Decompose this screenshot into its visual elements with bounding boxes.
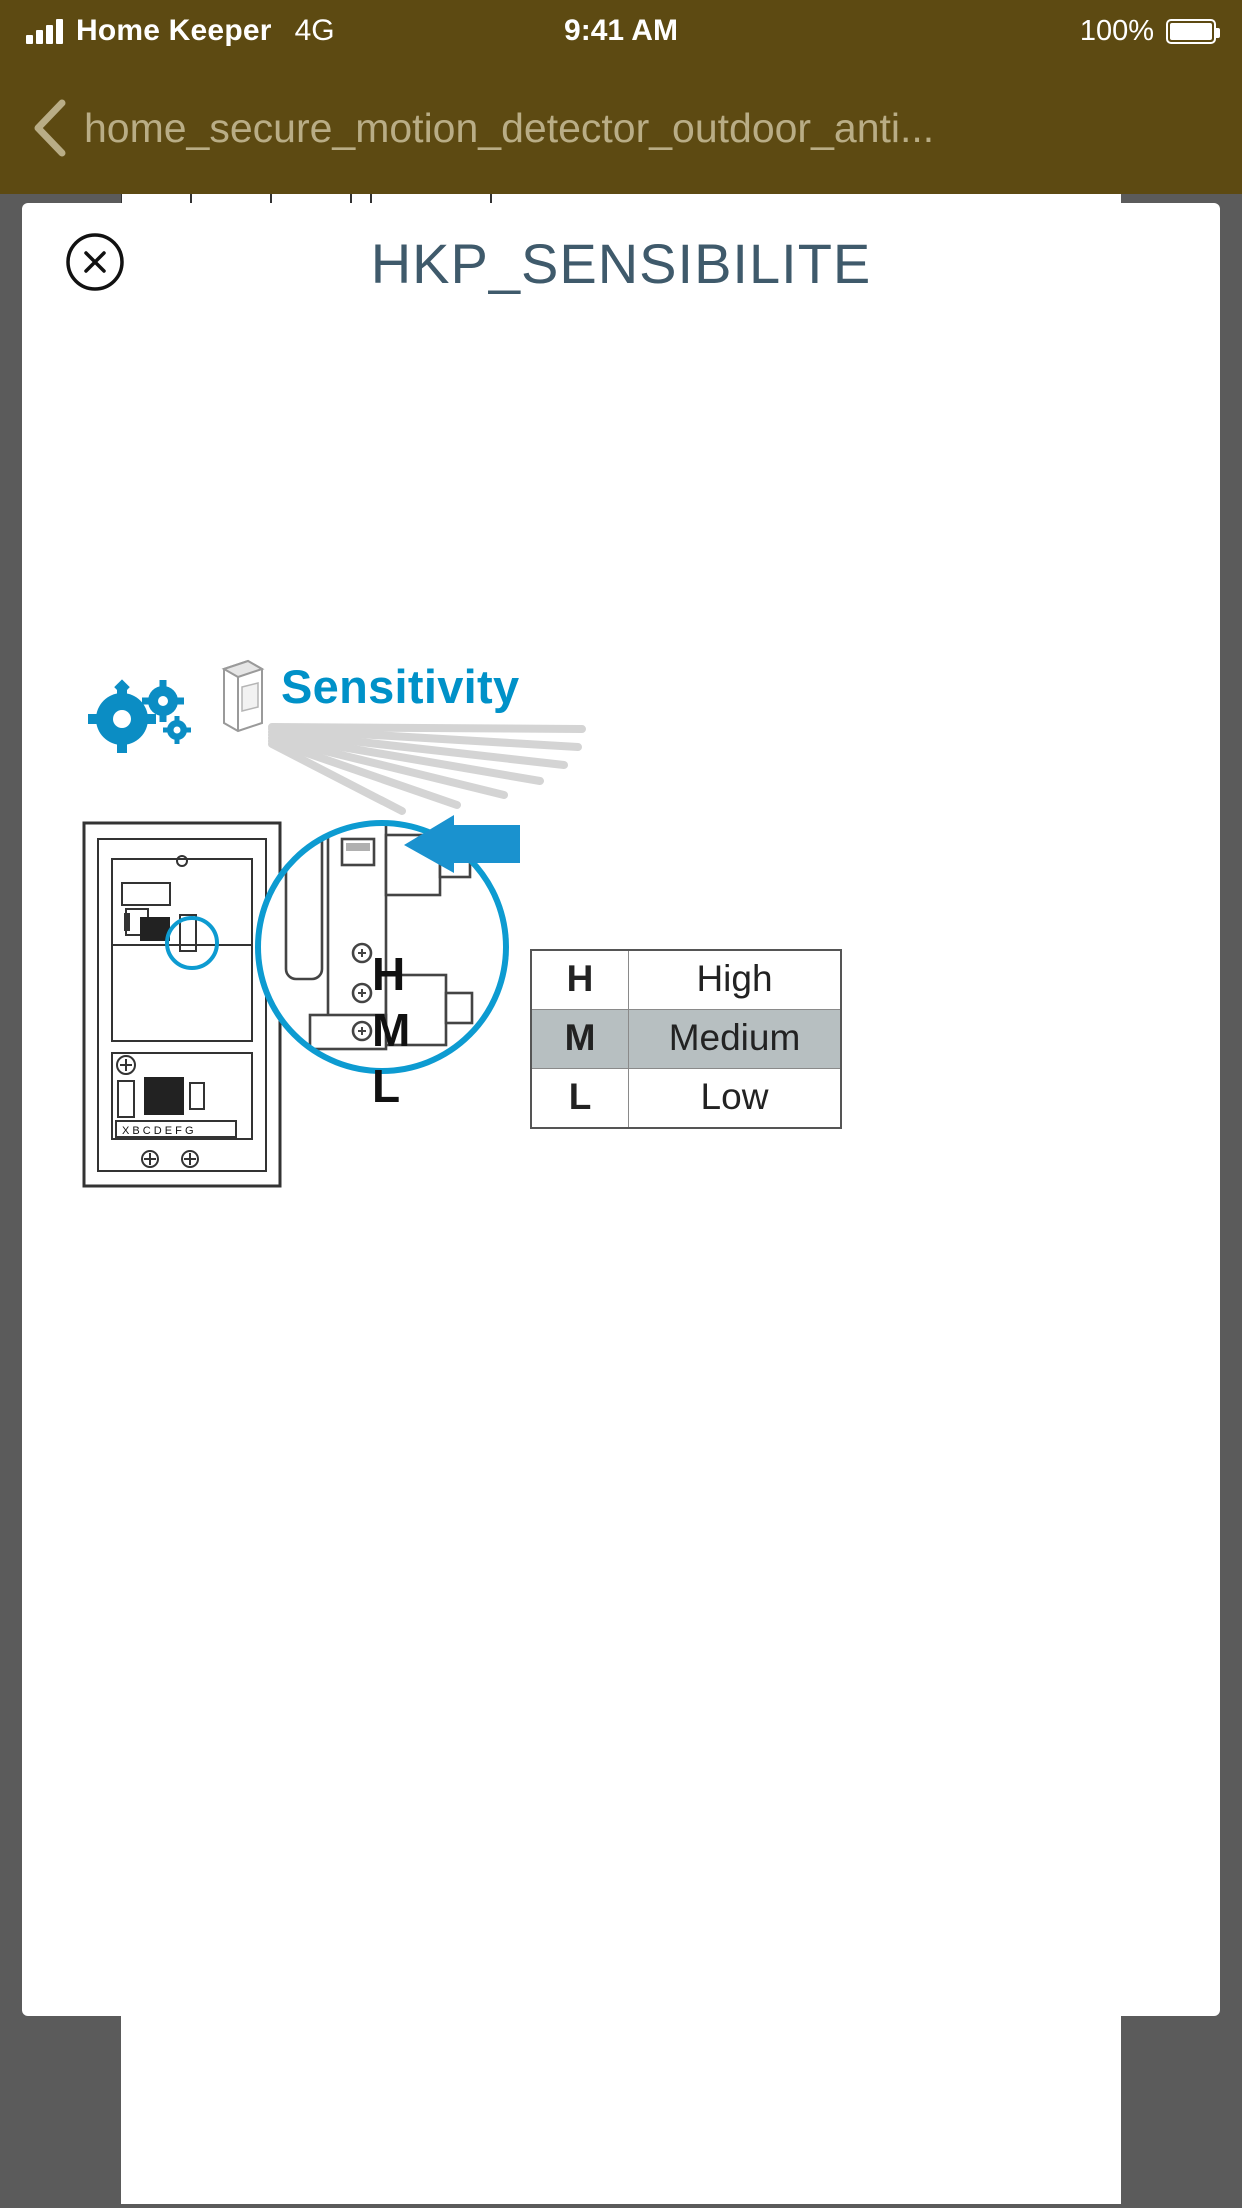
detection-beam-icon bbox=[252, 707, 592, 822]
switch-label-m: M bbox=[372, 1004, 411, 1056]
legend-row-high bbox=[531, 950, 841, 1010]
battery-full-icon bbox=[1166, 19, 1216, 44]
signal-bars-icon bbox=[26, 18, 63, 44]
status-bar-right bbox=[1080, 15, 1216, 48]
network-type: 4G bbox=[294, 14, 335, 47]
navigation-bar bbox=[0, 62, 1242, 194]
legend-label-high: High bbox=[629, 950, 842, 1010]
status-bar-clock: 9:41 AM bbox=[564, 14, 678, 47]
switch-position-labels bbox=[372, 946, 410, 1114]
legend-row-low bbox=[531, 1069, 841, 1129]
carrier-name: Home Keeper bbox=[76, 14, 272, 47]
gears-icon bbox=[84, 675, 194, 765]
modal-body bbox=[22, 343, 1220, 2016]
sensitivity-heading-row bbox=[84, 653, 584, 773]
legend-row-medium bbox=[531, 1010, 841, 1069]
legend-label-medium: Medium bbox=[629, 1010, 842, 1069]
legend-label-low: Low bbox=[629, 1069, 842, 1129]
switch-label-h: H bbox=[372, 948, 406, 1000]
status-bar-left bbox=[26, 14, 335, 48]
modal-header bbox=[22, 203, 1220, 343]
chevron-left-icon[interactable] bbox=[22, 100, 78, 156]
blue-arrow-icon bbox=[402, 815, 522, 905]
page-url-label[interactable]: home_secure_motion_detector_outdoor_anti... bbox=[84, 104, 935, 151]
legend-key-h: H bbox=[531, 950, 629, 1010]
svg-text:X B C D E F G: X B C D E F G bbox=[122, 1125, 194, 1137]
sensitivity-legend-table bbox=[530, 949, 842, 1129]
legend-key-l: L bbox=[531, 1069, 629, 1129]
image-viewer-modal bbox=[22, 203, 1220, 2016]
battery-percent-label: 100% bbox=[1079, 14, 1154, 47]
page-title: HKP_SENSIBILITE bbox=[370, 232, 872, 295]
status-bar bbox=[0, 0, 1242, 62]
sensitivity-figure bbox=[22, 653, 1220, 1393]
sensitivity-heading: Sensitivity bbox=[281, 660, 520, 713]
legend-key-m: M bbox=[531, 1010, 629, 1069]
switch-label-l: L bbox=[372, 1060, 401, 1112]
